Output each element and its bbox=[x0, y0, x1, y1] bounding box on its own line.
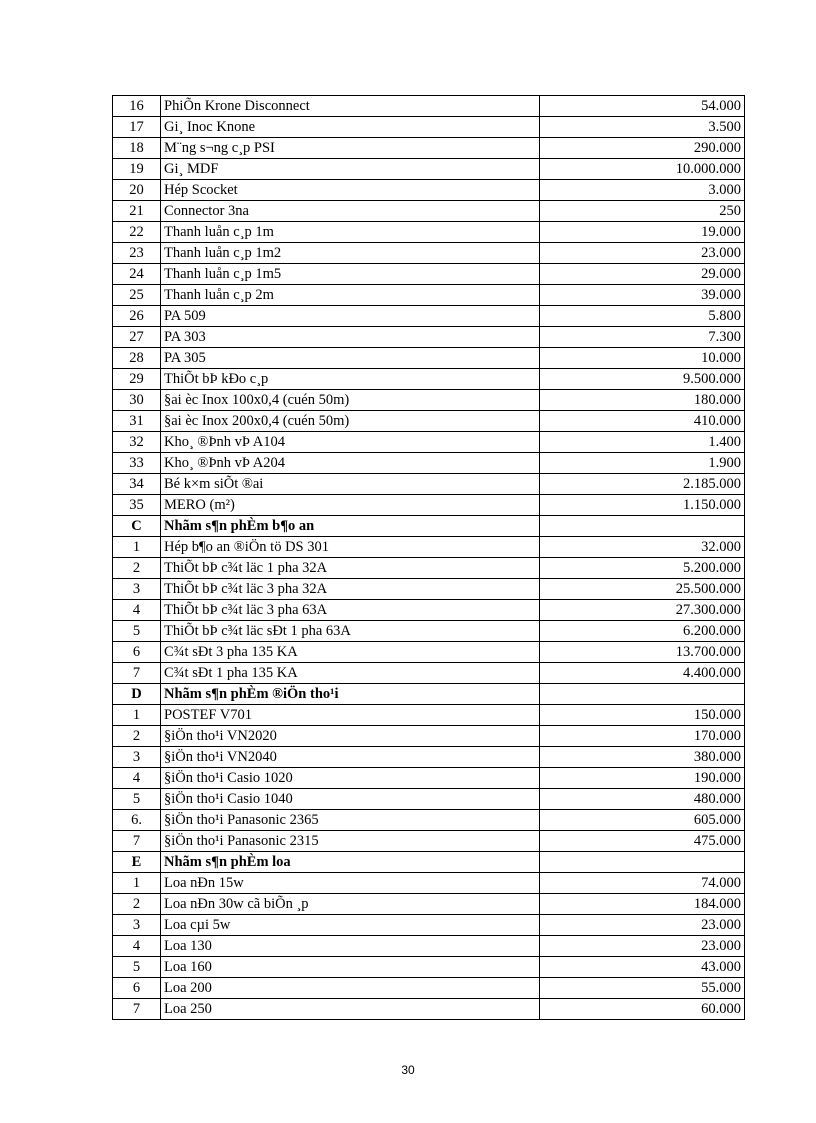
table-row bbox=[113, 558, 745, 579]
table-row bbox=[113, 831, 745, 852]
row-number: 7 bbox=[113, 831, 161, 852]
row-number: 1 bbox=[113, 873, 161, 894]
item-price: 25.500.000 bbox=[540, 579, 745, 600]
item-price bbox=[540, 852, 745, 873]
item-name: PA 305 bbox=[161, 348, 540, 369]
table-row bbox=[113, 537, 745, 558]
item-name: Kho¸ ®Þnh vÞ A204 bbox=[161, 453, 540, 474]
item-price: 13.700.000 bbox=[540, 642, 745, 663]
table-row bbox=[113, 306, 745, 327]
row-number: 35 bbox=[113, 495, 161, 516]
table-row bbox=[113, 705, 745, 726]
item-name: Thanh luån c¸p 1m5 bbox=[161, 264, 540, 285]
row-number: 19 bbox=[113, 159, 161, 180]
item-name: Loa cµi 5w bbox=[161, 915, 540, 936]
item-name: Loa 250 bbox=[161, 999, 540, 1020]
item-name: ThiÕt bÞ c¾t läc sÐt 1 pha 63A bbox=[161, 621, 540, 642]
item-name: Nhãm s¶n phÈm loa bbox=[161, 852, 540, 873]
table-row bbox=[113, 96, 745, 117]
item-name: Thanh luån c¸p 1m2 bbox=[161, 243, 540, 264]
price-table-body bbox=[113, 96, 745, 1020]
item-name: §iÖn tho¹i Panasonic 2315 bbox=[161, 831, 540, 852]
table-row bbox=[113, 474, 745, 495]
table-row bbox=[113, 285, 745, 306]
item-name: Kho¸ ®Þnh vÞ A104 bbox=[161, 432, 540, 453]
item-name: §ai èc Inox 200x0,4 (cuén 50m) bbox=[161, 411, 540, 432]
item-price: 43.000 bbox=[540, 957, 745, 978]
row-number: 20 bbox=[113, 180, 161, 201]
section-header-row bbox=[113, 852, 745, 873]
item-name: PA 303 bbox=[161, 327, 540, 348]
item-price: 29.000 bbox=[540, 264, 745, 285]
row-number: 3 bbox=[113, 915, 161, 936]
item-name: MERO (m²) bbox=[161, 495, 540, 516]
item-price: 250 bbox=[540, 201, 745, 222]
item-price: 9.500.000 bbox=[540, 369, 745, 390]
item-price: 180.000 bbox=[540, 390, 745, 411]
table-row bbox=[113, 390, 745, 411]
row-number: 4 bbox=[113, 768, 161, 789]
item-name: §iÖn tho¹i Panasonic 2365 bbox=[161, 810, 540, 831]
item-name: Connector 3na bbox=[161, 201, 540, 222]
item-price: 184.000 bbox=[540, 894, 745, 915]
row-number: 6 bbox=[113, 642, 161, 663]
section-header-row bbox=[113, 684, 745, 705]
item-price: 39.000 bbox=[540, 285, 745, 306]
table-row bbox=[113, 327, 745, 348]
item-price: 475.000 bbox=[540, 831, 745, 852]
item-price: 5.800 bbox=[540, 306, 745, 327]
row-number: 30 bbox=[113, 390, 161, 411]
table-row bbox=[113, 957, 745, 978]
row-number: 5 bbox=[113, 621, 161, 642]
table-row bbox=[113, 810, 745, 831]
row-number: 22 bbox=[113, 222, 161, 243]
row-number: 5 bbox=[113, 957, 161, 978]
item-name: Loa 130 bbox=[161, 936, 540, 957]
item-name: Hép b¶o an ®iÖn tö DS 301 bbox=[161, 537, 540, 558]
item-name: §iÖn tho¹i VN2020 bbox=[161, 726, 540, 747]
row-number: 3 bbox=[113, 579, 161, 600]
item-price: 32.000 bbox=[540, 537, 745, 558]
item-price: 23.000 bbox=[540, 915, 745, 936]
table-row bbox=[113, 369, 745, 390]
row-number: 5 bbox=[113, 789, 161, 810]
row-number: 2 bbox=[113, 558, 161, 579]
item-price: 605.000 bbox=[540, 810, 745, 831]
item-price: 7.300 bbox=[540, 327, 745, 348]
item-price: 55.000 bbox=[540, 978, 745, 999]
table-row bbox=[113, 348, 745, 369]
item-name: Thanh luån c¸p 2m bbox=[161, 285, 540, 306]
row-number: 34 bbox=[113, 474, 161, 495]
item-price: 170.000 bbox=[540, 726, 745, 747]
row-number: 27 bbox=[113, 327, 161, 348]
item-price: 23.000 bbox=[540, 936, 745, 957]
item-name: Loa nÐn 30w cã biÕn ¸p bbox=[161, 894, 540, 915]
item-name: PA 509 bbox=[161, 306, 540, 327]
row-number: 4 bbox=[113, 600, 161, 621]
table-row bbox=[113, 159, 745, 180]
item-price: 290.000 bbox=[540, 138, 745, 159]
item-price: 19.000 bbox=[540, 222, 745, 243]
item-price: 380.000 bbox=[540, 747, 745, 768]
item-name: PhiÕn Krone Disconnect bbox=[161, 96, 540, 117]
row-number: E bbox=[113, 852, 161, 873]
table-row bbox=[113, 180, 745, 201]
row-number: 17 bbox=[113, 117, 161, 138]
row-number: 7 bbox=[113, 999, 161, 1020]
item-price: 1.900 bbox=[540, 453, 745, 474]
table-row bbox=[113, 138, 745, 159]
item-price: 5.200.000 bbox=[540, 558, 745, 579]
row-number: D bbox=[113, 684, 161, 705]
item-name: POSTEF V701 bbox=[161, 705, 540, 726]
item-name: §iÖn tho¹i Casio 1040 bbox=[161, 789, 540, 810]
item-name: Nhãm s¶n phÈm b¶o an bbox=[161, 516, 540, 537]
row-number: 26 bbox=[113, 306, 161, 327]
item-price: 10.000 bbox=[540, 348, 745, 369]
table-row bbox=[113, 432, 745, 453]
item-name: Thanh luån c¸p 1m bbox=[161, 222, 540, 243]
table-row bbox=[113, 264, 745, 285]
table-row bbox=[113, 621, 745, 642]
row-number: 18 bbox=[113, 138, 161, 159]
row-number: 29 bbox=[113, 369, 161, 390]
row-number: 2 bbox=[113, 726, 161, 747]
item-price: 54.000 bbox=[540, 96, 745, 117]
item-name: C¾t sÐt 3 pha 135 KA bbox=[161, 642, 540, 663]
table-row bbox=[113, 201, 745, 222]
item-price: 23.000 bbox=[540, 243, 745, 264]
table-row bbox=[113, 999, 745, 1020]
item-price: 6.200.000 bbox=[540, 621, 745, 642]
table-row bbox=[113, 873, 745, 894]
price-table bbox=[112, 95, 745, 1020]
row-number: 6 bbox=[113, 978, 161, 999]
item-price bbox=[540, 684, 745, 705]
table-row bbox=[113, 411, 745, 432]
item-name: Hép Scocket bbox=[161, 180, 540, 201]
row-number: 6. bbox=[113, 810, 161, 831]
item-name: Loa 160 bbox=[161, 957, 540, 978]
table-row bbox=[113, 915, 745, 936]
item-name: ThiÕt bÞ kÐo c¸p bbox=[161, 369, 540, 390]
item-name: Loa nÐn 15w bbox=[161, 873, 540, 894]
row-number: 28 bbox=[113, 348, 161, 369]
item-price: 27.300.000 bbox=[540, 600, 745, 621]
item-name: Bé k×m siÕt ®ai bbox=[161, 474, 540, 495]
item-price: 2.185.000 bbox=[540, 474, 745, 495]
item-name: ThiÕt bÞ c¾t läc 3 pha 63A bbox=[161, 600, 540, 621]
item-price: 4.400.000 bbox=[540, 663, 745, 684]
item-name: ThiÕt bÞ c¾t läc 1 pha 32A bbox=[161, 558, 540, 579]
item-price: 480.000 bbox=[540, 789, 745, 810]
row-number: 1 bbox=[113, 537, 161, 558]
item-price: 3.500 bbox=[540, 117, 745, 138]
section-header-row bbox=[113, 516, 745, 537]
row-number: 31 bbox=[113, 411, 161, 432]
item-name: C¾t sÐt 1 pha 135 KA bbox=[161, 663, 540, 684]
table-row bbox=[113, 726, 745, 747]
table-row bbox=[113, 663, 745, 684]
item-price bbox=[540, 516, 745, 537]
row-number: 24 bbox=[113, 264, 161, 285]
table-row bbox=[113, 978, 745, 999]
row-number: 2 bbox=[113, 894, 161, 915]
table-row bbox=[113, 600, 745, 621]
item-name: Gi¸ MDF bbox=[161, 159, 540, 180]
table-row bbox=[113, 579, 745, 600]
row-number: 4 bbox=[113, 936, 161, 957]
table-row bbox=[113, 222, 745, 243]
table-row bbox=[113, 642, 745, 663]
item-name: Gi¸ Inoc Knone bbox=[161, 117, 540, 138]
item-price: 410.000 bbox=[540, 411, 745, 432]
row-number: 21 bbox=[113, 201, 161, 222]
item-price: 60.000 bbox=[540, 999, 745, 1020]
row-number: 33 bbox=[113, 453, 161, 474]
item-price: 74.000 bbox=[540, 873, 745, 894]
row-number: 16 bbox=[113, 96, 161, 117]
table-row bbox=[113, 747, 745, 768]
row-number: C bbox=[113, 516, 161, 537]
row-number: 23 bbox=[113, 243, 161, 264]
table-row bbox=[113, 789, 745, 810]
item-name: §ai èc Inox 100x0,4 (cuén 50m) bbox=[161, 390, 540, 411]
table-row bbox=[113, 117, 745, 138]
row-number: 3 bbox=[113, 747, 161, 768]
page-number: 30 bbox=[401, 1063, 415, 1077]
item-price: 150.000 bbox=[540, 705, 745, 726]
item-name: ThiÕt bÞ c¾t läc 3 pha 32A bbox=[161, 579, 540, 600]
item-name: Loa 200 bbox=[161, 978, 540, 999]
row-number: 25 bbox=[113, 285, 161, 306]
table-row bbox=[113, 936, 745, 957]
item-name: §iÖn tho¹i VN2040 bbox=[161, 747, 540, 768]
item-price: 3.000 bbox=[540, 180, 745, 201]
table-row bbox=[113, 453, 745, 474]
table-row bbox=[113, 243, 745, 264]
item-name: Nhãm s¶n phÈm ®iÖn tho¹i bbox=[161, 684, 540, 705]
table-row bbox=[113, 768, 745, 789]
item-name: M¨ng s¬ng c¸p PSI bbox=[161, 138, 540, 159]
item-name: §iÖn tho¹i Casio 1020 bbox=[161, 768, 540, 789]
item-price: 10.000.000 bbox=[540, 159, 745, 180]
row-number: 7 bbox=[113, 663, 161, 684]
row-number: 1 bbox=[113, 705, 161, 726]
item-price: 1.400 bbox=[540, 432, 745, 453]
item-price: 190.000 bbox=[540, 768, 745, 789]
table-row bbox=[113, 495, 745, 516]
item-price: 1.150.000 bbox=[540, 495, 745, 516]
row-number: 32 bbox=[113, 432, 161, 453]
table-row bbox=[113, 894, 745, 915]
